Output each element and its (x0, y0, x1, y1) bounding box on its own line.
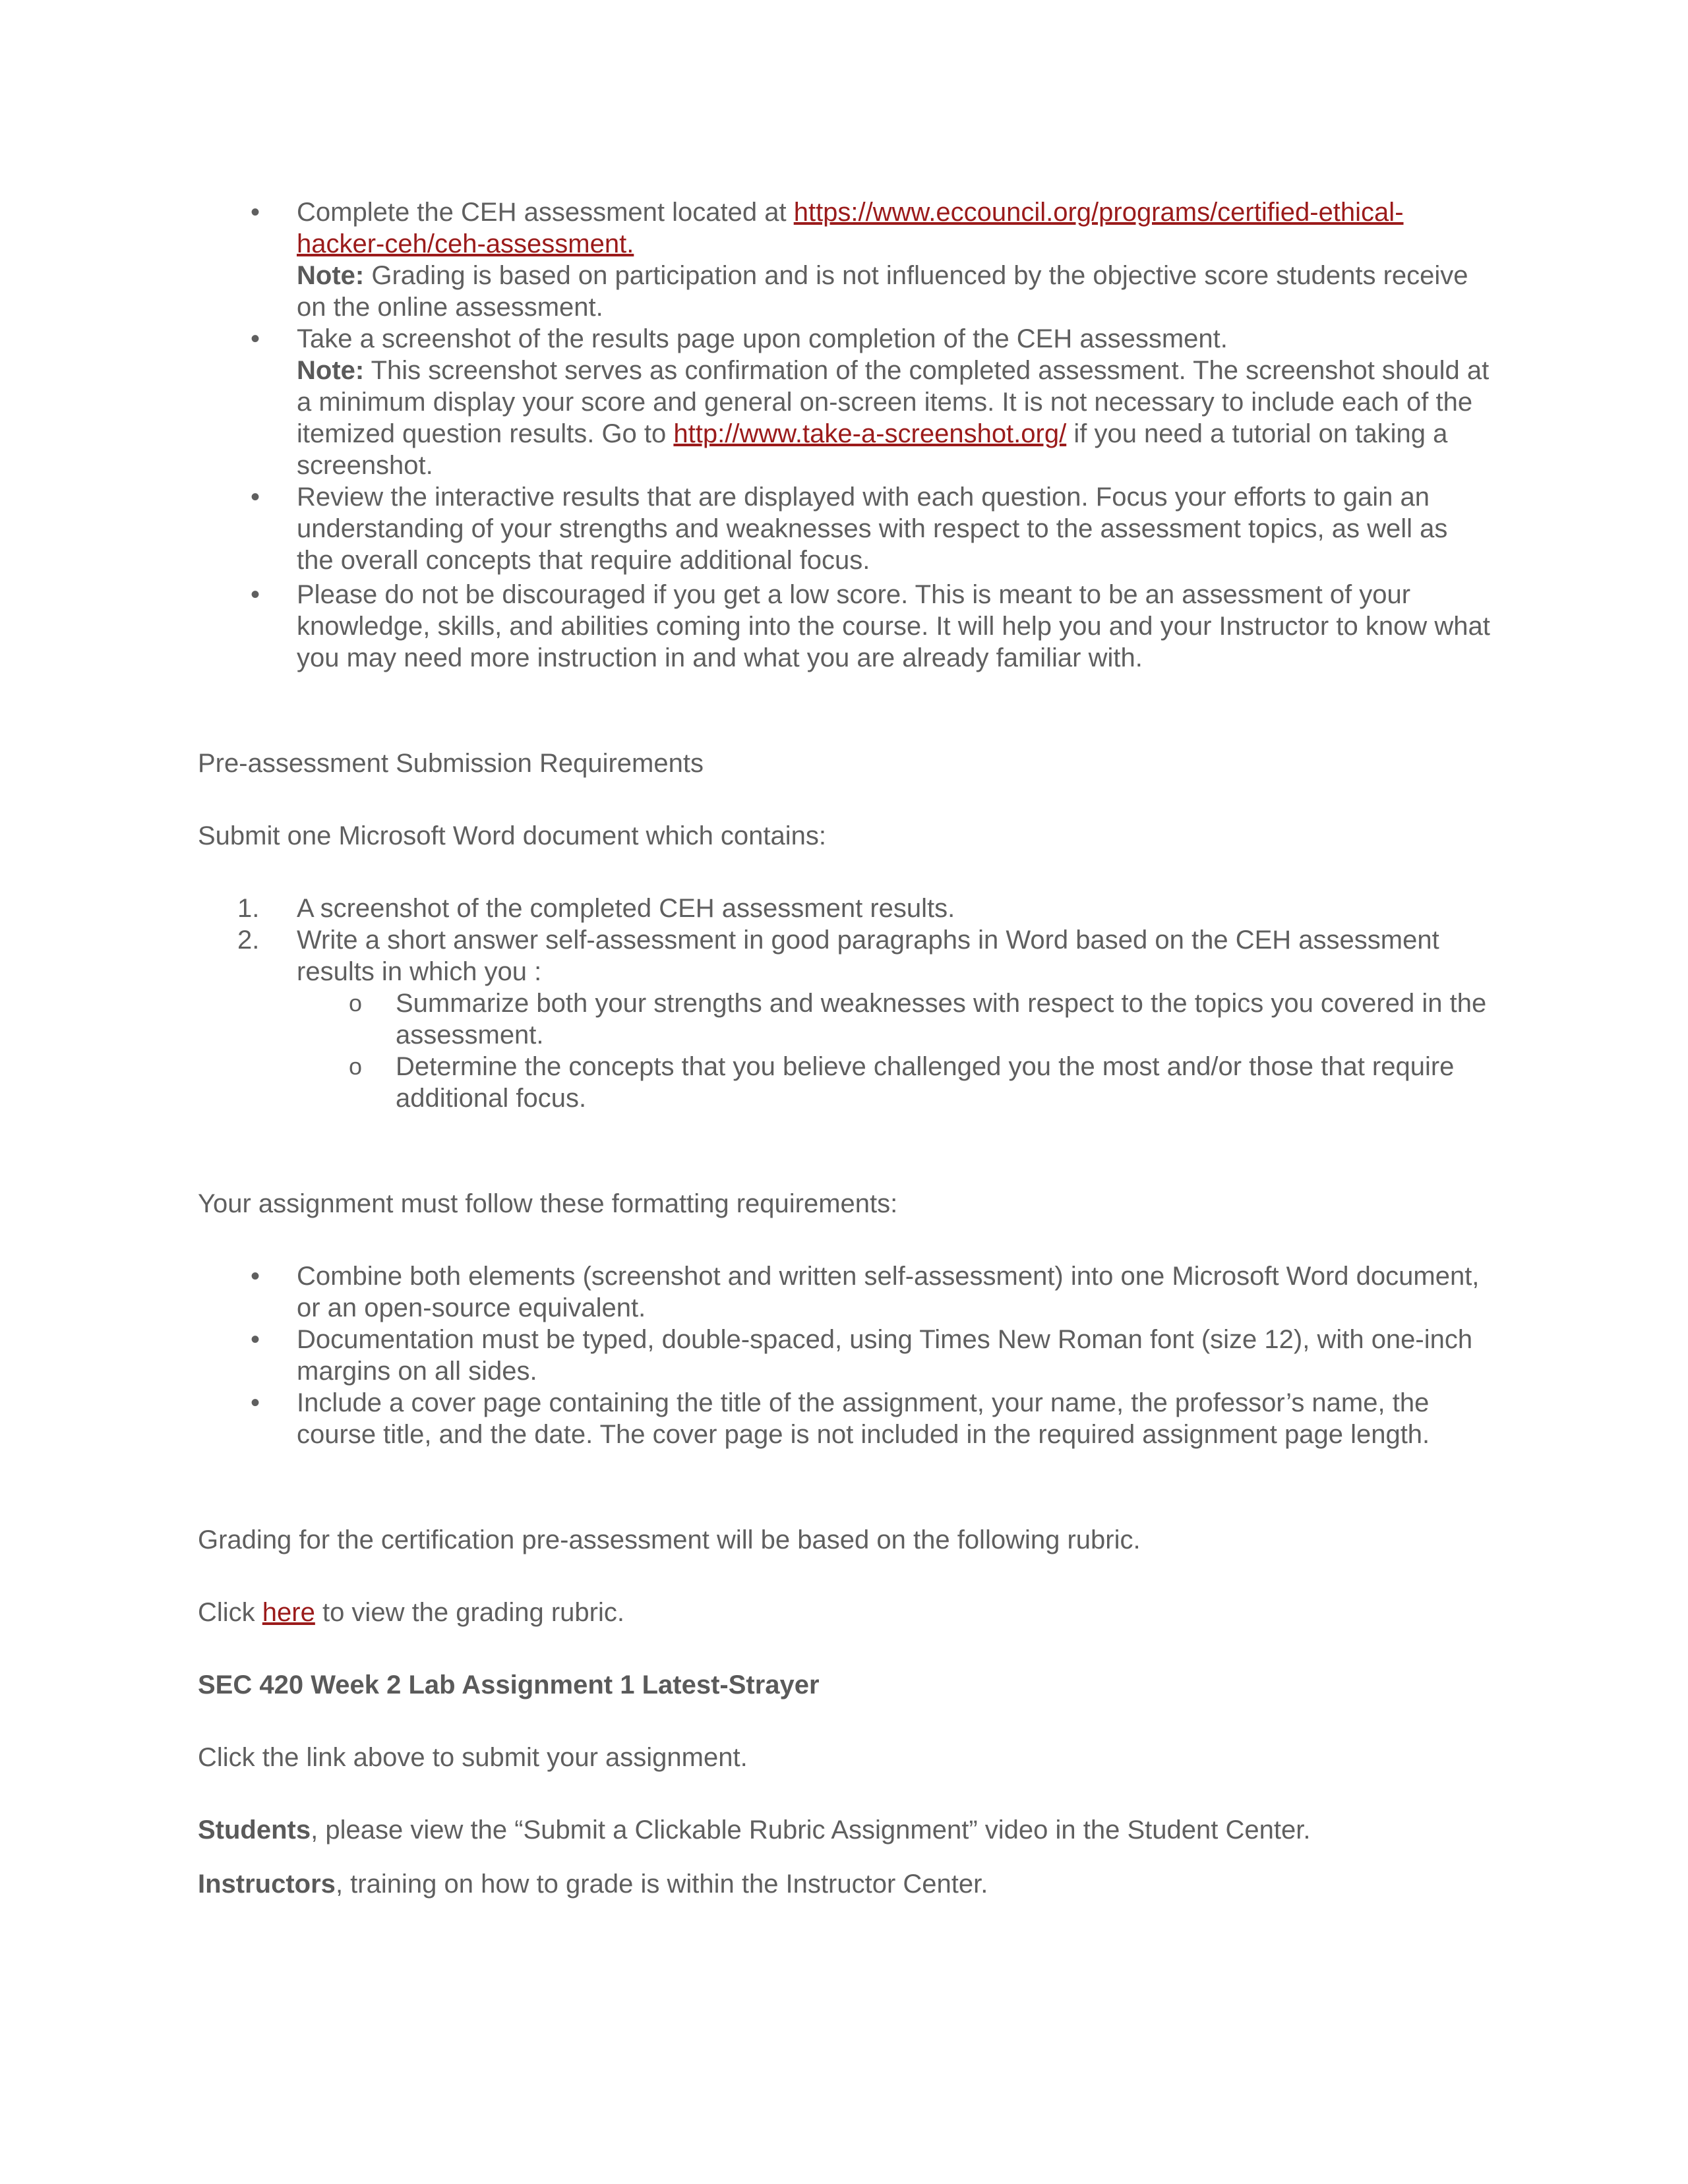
document-body (198, 196, 1490, 1900)
number-marker: 2. (237, 926, 260, 955)
list-item (198, 323, 1490, 481)
item-text: Summarize both your strengths and weaknesses with respect to the topics you covered in the assessment. (396, 989, 1487, 1049)
bullet-marker: • (250, 580, 260, 609)
assignment-title (198, 1669, 1490, 1701)
item-text: Take a screenshot of the results page upon completion of the CEH assessment. (297, 324, 1228, 353)
self-assessment-sublist (297, 988, 1490, 1114)
item-text: Review the interactive results that are displayed with each question. Focus your efforts to gain an understanding of your strengths and weaknesses with respect to the assessment topics, as well as the overall concepts that require additional focus. (297, 483, 1448, 575)
list-item (198, 1387, 1490, 1450)
students-note (198, 1814, 1490, 1846)
sub-list-item (297, 988, 1490, 1051)
submission-items-list (198, 893, 1490, 1114)
bullet-marker: • (250, 1325, 260, 1354)
note-tail: if you need a tutorial on taking a screenshot. (297, 419, 1448, 480)
rubric-link[interactable]: here (262, 1598, 315, 1627)
rubric-suffix: to view the grading rubric. (315, 1598, 624, 1627)
screenshot-tutorial-link[interactable]: http://www.take-a-screenshot.org/ (673, 419, 1067, 448)
rubric-prefix: Click (198, 1598, 262, 1627)
circle-marker: o (348, 989, 363, 1017)
rubric-line (198, 1597, 1490, 1628)
instructors-label: Instructors (198, 1870, 336, 1899)
bullet-marker: • (250, 198, 260, 227)
note-text: This screenshot serves as confirmation of the completed assessment. The screenshot should at a minimum display your score and general on-screen items. It is not necessary to include each of the itemized question results. Go to (297, 356, 1490, 448)
requirements-heading: Pre-assessment Submission Requirements (198, 749, 704, 778)
item-text: A screenshot of the completed CEH assessment results. (297, 894, 955, 923)
number-marker: 1. (237, 894, 260, 923)
bullet-marker: • (250, 1262, 260, 1291)
note-label: Note: (297, 261, 365, 290)
list-item (198, 579, 1490, 674)
grading-text: Grading for the certification pre-assessment will be based on the following rubric. (198, 1525, 1141, 1554)
list-item (198, 924, 1490, 1114)
bullet-marker: • (250, 483, 260, 512)
instructors-note (198, 1868, 1490, 1900)
sub-list-item (297, 1051, 1490, 1114)
assignment-title-text: SEC 420 Week 2 Lab Assignment 1 Latest-Strayer (198, 1670, 820, 1699)
list-item (198, 196, 1490, 323)
list-item (198, 1324, 1490, 1387)
format-intro: Your assignment must follow these formatting requirements: (198, 1189, 898, 1218)
assessment-instructions-list (198, 196, 1490, 674)
list-item (198, 893, 1490, 924)
note-label: Note: (297, 356, 365, 385)
instructors-text: , training on how to grade is within the Instructor Center. (335, 1870, 988, 1899)
item-text: Determine the concepts that you believe challenged you the most and/or those that require additional focus. (396, 1052, 1455, 1113)
submit-instruction: Click the link above to submit your assignment. (198, 1743, 748, 1772)
formatting-requirements-list (198, 1260, 1490, 1450)
item-text: Please do not be discouraged if you get a low score. This is meant to be an assessment of your knowledge, skills, and abilities coming into the course. It will help you and your Instructor to know what you may need more instruction in and what you are already familiar with. (297, 580, 1490, 672)
note-text: Grading is based on participation and is not influenced by the objective score students receive on the online assessment. (297, 261, 1468, 322)
bullet-marker: • (250, 324, 260, 353)
list-item (198, 481, 1490, 576)
item-text: Complete the CEH assessment located at (297, 198, 794, 227)
submit-intro: Submit one Microsoft Word document which contains: (198, 821, 827, 850)
students-label: Students (198, 1815, 311, 1845)
circle-marker: o (348, 1053, 363, 1080)
ceh-assessment-link[interactable]: https://www.eccouncil.org/programs/certified-ethical-hacker-ceh/ceh-assessment. (297, 198, 1404, 258)
list-item (198, 1260, 1490, 1324)
item-text: Documentation must be typed, double-spaced, using Times New Roman font (size 12), with one-inch margins on all sides. (297, 1325, 1473, 1386)
item-text: Include a cover page containing the title of the assignment, your name, the professor’s name, the course title, and the date. The cover page is not included in the required assignment page length. (297, 1388, 1430, 1449)
bullet-marker: • (250, 1388, 260, 1417)
item-text: Combine both elements (screenshot and written self-assessment) into one Microsoft Word document, or an open-source equivalent. (297, 1262, 1480, 1322)
students-text: , please view the “Submit a Clickable Rubric Assignment” video in the Student Center. (311, 1815, 1311, 1845)
item-text: Write a short answer self-assessment in good paragraphs in Word based on the CEH assessment results in which you : (297, 926, 1439, 986)
